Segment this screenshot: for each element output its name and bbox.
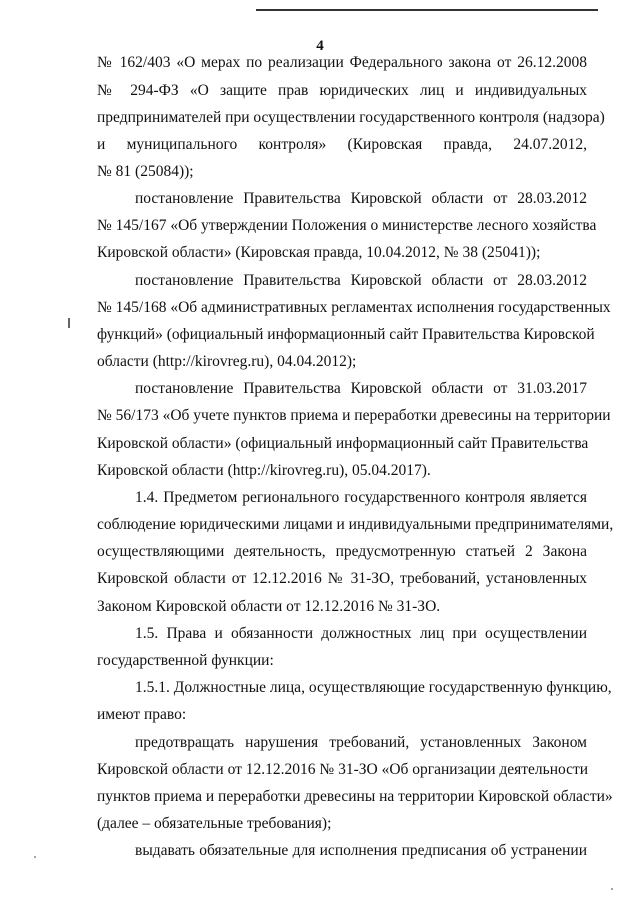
text-line: государственной функции: <box>97 652 274 669</box>
text-line: выдавать обязательные для исполнения предписания об устранении <box>135 842 587 859</box>
page-number: 4 <box>316 38 324 54</box>
text-line: Кировской области» (Кировская правда, 10.04.2012, № 38 (25041)); <box>97 244 541 261</box>
top-rule <box>256 9 598 11</box>
text-line: предпринимателей при осуществлении государственного контроля (надзора) <box>97 109 605 126</box>
text-line: (далее – обязательные требования); <box>97 815 332 832</box>
text-line: Кировской области» (официальный информационный сайт Правительства <box>97 435 589 452</box>
text-line: № 162/403 «О мерах по реализации Федерального закона от 26.12.2008 <box>97 54 587 71</box>
text-line: постановление Правительства Кировской области от 31.03.2017 <box>135 380 587 397</box>
text-line: постановление Правительства Кировской области от 28.03.2012 <box>135 272 587 289</box>
text-line: постановление Правительства Кировской области от 28.03.2012 <box>135 190 587 207</box>
scan-speck <box>611 888 613 890</box>
text-line: имеют право: <box>97 706 187 723</box>
text-line: № 145/168 «Об административных регламентах исполнения государственных <box>97 299 611 316</box>
text-line: Кировской области (http://kirovreg.ru), 05.04.2017). <box>97 462 431 479</box>
text-line: области (http://kirovreg.ru), 04.04.2012); <box>97 353 357 370</box>
text-line: № 145/167 «Об утверждении Положения о министерстве лесного хозяйства <box>97 217 597 234</box>
text-line: № 294-ФЗ «О защите прав юридических лиц и индивидуальных <box>97 82 587 99</box>
text-line: Законом Кировской области от 12.12.2016 № 31-ЗО. <box>97 598 441 615</box>
text-line: осуществляющими деятельность, предусмотренную статьей 2 Закона <box>97 543 587 560</box>
text-line: пунктов приема и переработки древесины на территории Кировской области» <box>97 788 613 805</box>
text-line: Кировской области от 12.12.2016 № 31-ЗО «Об организации деятельности <box>97 761 589 778</box>
text-line: соблюдение юридическими лицами и индивидуальными предпринимателями, <box>97 516 614 533</box>
text-line: 1.5.1. Должностные лица, осуществляющие государственную функцию, <box>135 679 612 696</box>
text-line: Кировской области от 12.12.2016 № 31-ЗО, требований, установленных <box>97 570 587 587</box>
text-line: № 81 (25084)); <box>97 163 194 180</box>
text-line: предотвращать нарушения требований, установленных Законом <box>135 734 587 751</box>
text-line: функций» (официальный информационный сайт Правительства Кировской <box>97 326 595 343</box>
text-line: 1.4. Предметом регионального государственного контроля является <box>135 489 587 506</box>
text-line: № 56/173 «Об учете пунктов приема и переработки древесины на территории <box>97 407 611 424</box>
text-line: 1.5. Права и обязанности должностных лиц при осуществлении <box>135 625 587 642</box>
scan-speck <box>34 856 36 858</box>
text-line: и муниципального контроля» (Кировская правда, 24.07.2012, <box>97 136 587 153</box>
margin-mark <box>68 318 70 328</box>
